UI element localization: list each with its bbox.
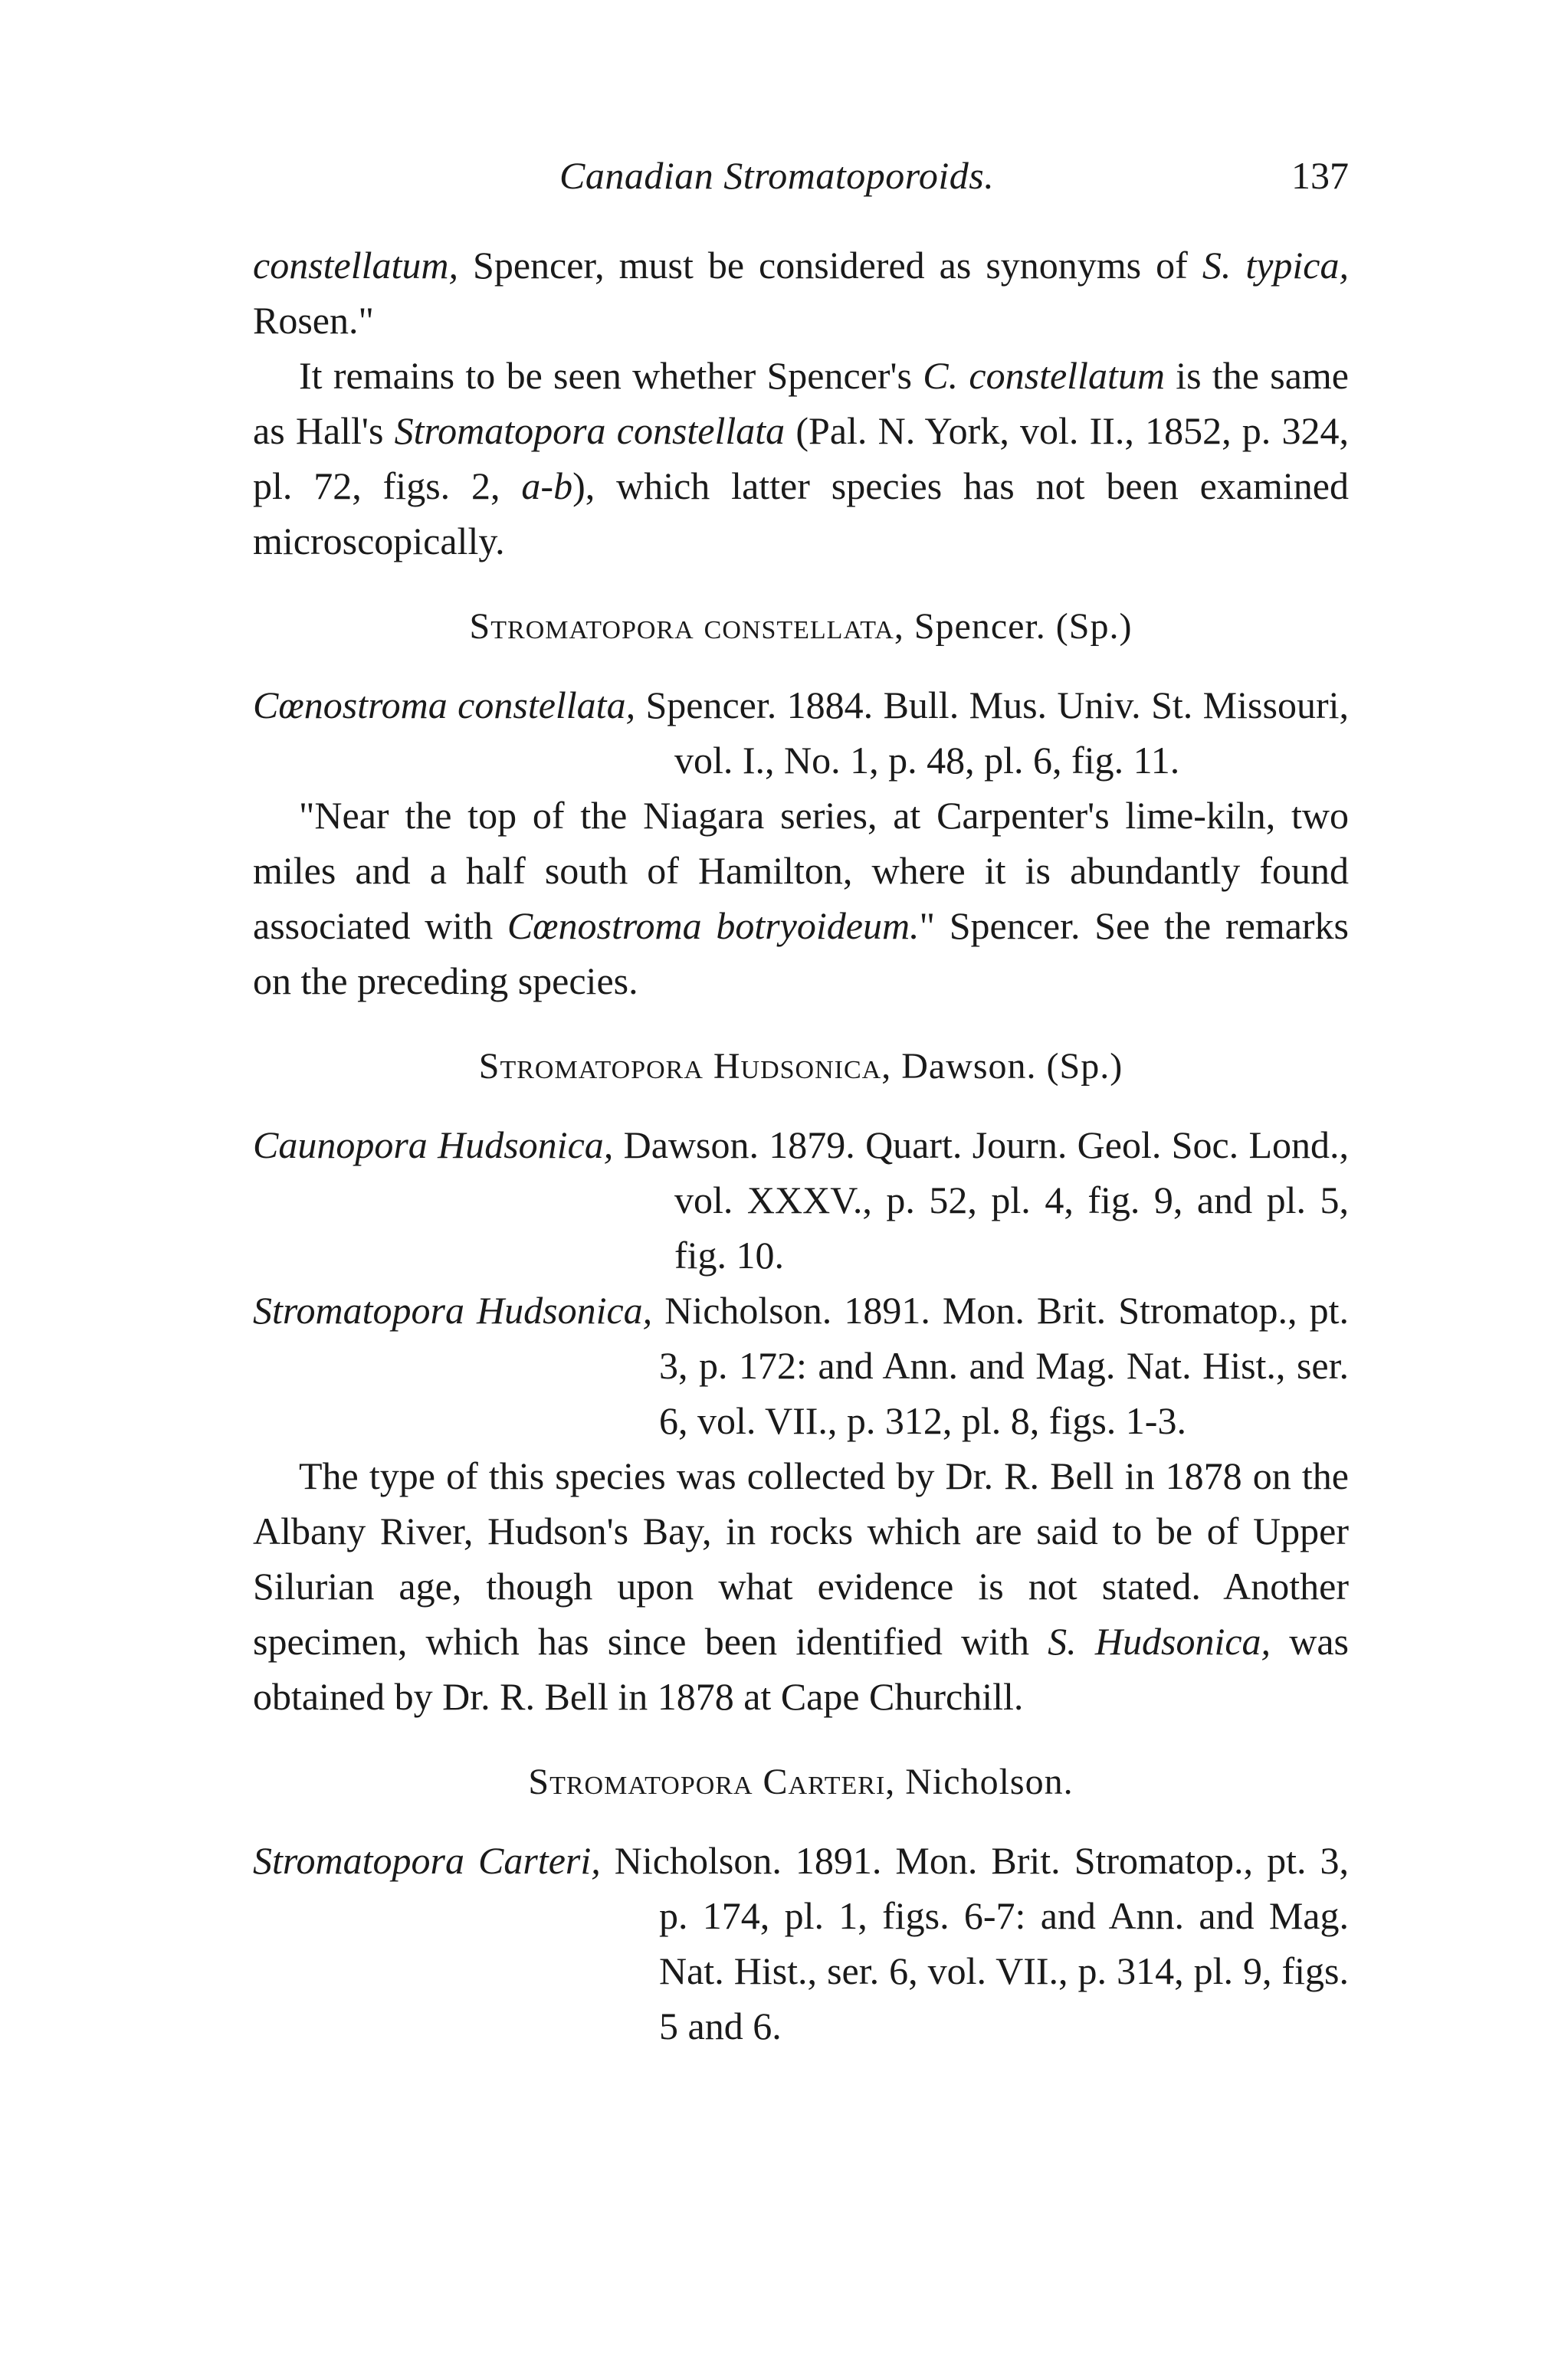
- synonymy-entry: [253, 1283, 1349, 1448]
- paragraph-text: is the same as Hall's: [253, 354, 1349, 452]
- species-heading: Stromatopora constellata: [469, 606, 894, 647]
- taxon-name: Stromatopora Hudsonica,: [253, 1289, 653, 1332]
- taxon-name: Stromatopora constellata: [394, 409, 786, 452]
- taxon-name: Caunopora Hudsonica,: [253, 1123, 614, 1166]
- paragraph-text: Rosen.": [253, 299, 374, 342]
- species-heading: Stromatopora Hudsonica: [478, 1046, 882, 1087]
- paragraph-text: was obtained by Dr. R. Bell in 1878 at Cape Churchill.: [253, 1620, 1349, 1718]
- section-heading-constellata: [253, 599, 1349, 654]
- section-heading-hudsonica: [253, 1039, 1349, 1094]
- citation-text: Dawson. 1879. Quart. Journ. Geol. Soc. Lond., vol. XXXV., p. 52, pl. 4, fig. 9, and pl. 5, fig. 10.: [613, 1123, 1349, 1277]
- running-title: Canadian Stromatoporoids.: [559, 154, 995, 197]
- taxon-name: Stromatopora Carteri,: [253, 1839, 601, 1882]
- paragraph-text: ), which latter species has not been examined microscopically.: [253, 464, 1349, 562]
- page-number: 137: [1291, 154, 1349, 197]
- synonymy-entry: [253, 677, 1349, 788]
- paragraph-synonyms: [253, 238, 1349, 348]
- figure-ref: a-b: [521, 464, 573, 507]
- taxon-name: S. typica,: [1202, 244, 1349, 287]
- running-head: [253, 153, 1349, 207]
- citation-text: Nicholson. 1891. Mon. Brit. Stromatop., pt. 3, p. 172: and Ann. and Mag. Nat. Hist., ser. 6, vol. VII., p. 312, pl. 8, figs. 1-3.: [652, 1289, 1350, 1442]
- taxon-name: S. Hudsonica,: [1048, 1620, 1271, 1663]
- taxon-name: Cœnostroma constellata,: [253, 684, 636, 726]
- species-heading: Stromatopora Carteri: [528, 1762, 886, 1802]
- paragraph-text: "Near the top of the Niagara series, at Carpenter's lime-kiln, two miles and a half south of Hamilton, where it is abundantly found associated with: [253, 794, 1349, 947]
- paragraph-quote: [253, 788, 1349, 1008]
- paragraph-remains: [253, 348, 1349, 569]
- paragraph-text: The type of this species was collected by Dr. R. Bell in 1878 on the Albany River, Hudson's Bay, in rocks which are said to be of Upper Silurian age, though upon what evidence is not stated. Another specimen, which has since been identified with: [253, 1454, 1349, 1663]
- taxon-name: constellatum,: [253, 244, 459, 287]
- paragraph-type-specimen: [253, 1448, 1349, 1724]
- section-heading-carteri: [253, 1755, 1349, 1810]
- taxon-name: C. constellatum: [923, 354, 1165, 397]
- citation-text: Nicholson. 1891. Mon. Brit. Stromatop., pt. 3, p. 174, pl. 1, figs. 6-7: and Ann. and Mag. Nat. Hist., ser. 6, vol. VII., p. 314, pl. 9, figs. 5 and 6.: [600, 1839, 1349, 2047]
- taxon-name: Cœnostroma botryoideum.: [507, 904, 920, 947]
- book-page: [253, 153, 1349, 2054]
- heading-author: , Spencer. (Sp.): [894, 606, 1133, 647]
- paragraph-text: " Spencer. See the remarks on the preceding species.: [253, 904, 1349, 1002]
- paragraph-text: (Pal. N. York, vol. II., 1852, p. 324, pl. 72, figs. 2,: [253, 409, 1349, 507]
- paragraph-text: It remains to be seen whether Spencer's: [299, 354, 923, 397]
- heading-author: , Dawson. (Sp.): [881, 1046, 1123, 1087]
- synonymy-entry: [253, 1833, 1349, 2054]
- heading-author: , Nicholson.: [885, 1762, 1074, 1802]
- citation-text: Spencer. 1884. Bull. Mus. Univ. St. Missouri, vol. I., No. 1, p. 48, pl. 6, fig. 11.: [635, 684, 1349, 782]
- synonymy-entry: [253, 1117, 1349, 1283]
- paragraph-text: Spencer, must be considered as synonyms of: [458, 244, 1202, 287]
